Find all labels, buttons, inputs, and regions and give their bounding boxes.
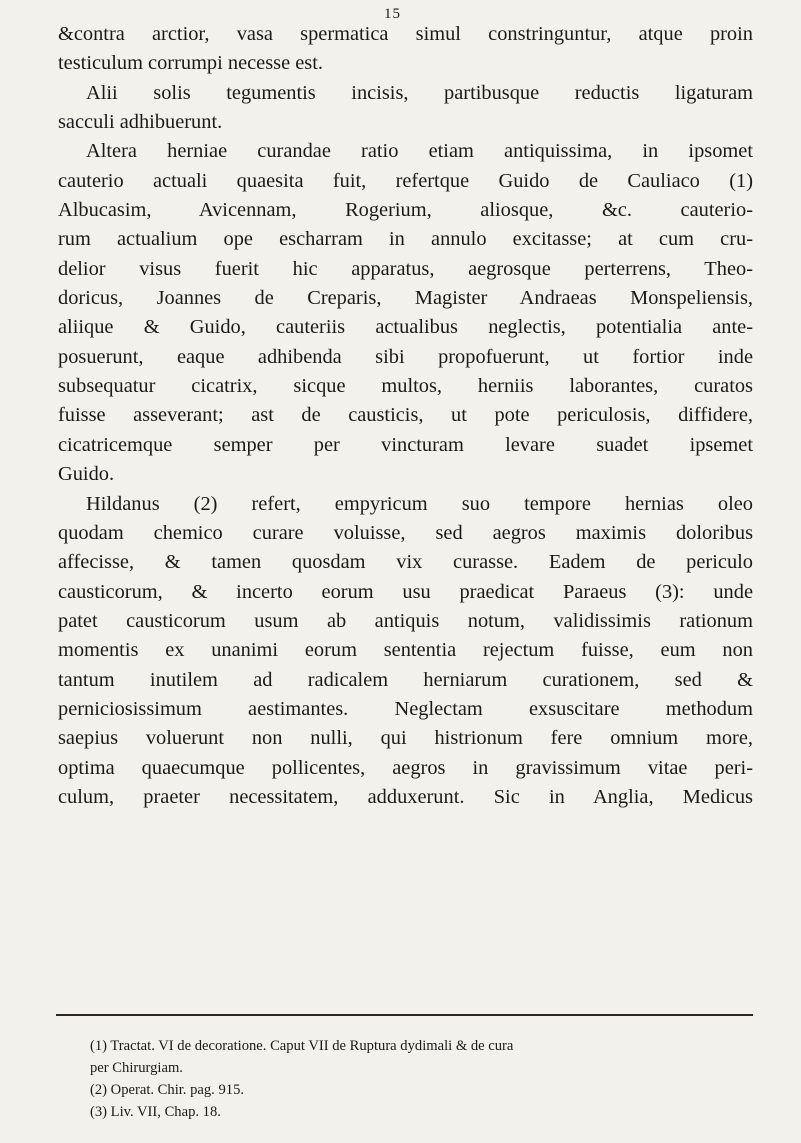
text-line: tantum inutilem ad radicalem herniarum curationem, sed & [58, 668, 753, 691]
footnote-divider [56, 1014, 753, 1016]
text-line: &contra arctior, vasa spermatica simul constringuntur, atque proin [58, 23, 753, 45]
text-line: Alii solis tegumentis incisis, partibusque reductis ligaturam [86, 81, 753, 104]
text-line: culum, praeter necessitatem, adduxerunt. Sic in Anglia, Medicus [58, 785, 753, 808]
footnote: (2) Operat. Chir. pag. 915. [90, 1082, 245, 1098]
text-line: delior visus fuerit hic apparatus, aegrosque perterrens, Theo- [58, 257, 753, 280]
text-line: affecisse, & tamen quosdam vix curasse. Eadem de periculo [58, 551, 753, 574]
footnote-continuation: per Chirurgiam. [90, 1060, 183, 1076]
text-line: cicatricemque semper per vincturam levare suadet ipsemet [58, 433, 753, 456]
text-line: aliique & Guido, cauteriis actualibus neglectis, potentialia ante- [58, 316, 753, 339]
footnote: (1) Tractat. VI de decoratione. Caput VII de Ruptura dydimali & de cura [90, 1038, 514, 1054]
text-line: saepius voluerunt non nulli, qui histrionum fere omnium more, [58, 727, 753, 750]
text-line: Altera herniae curandae ratio etiam antiquissima, in ipsomet [86, 140, 753, 163]
text-line: Guido. [58, 463, 115, 486]
text-line: Hildanus (2) refert, empyricum suo tempore hernias oleo [86, 492, 753, 515]
text-line: doricus, Joannes de Creparis, Magister Andraeas Monspeliensis, [58, 287, 753, 310]
text-line: Albucasim, Avicennam, Rogerium, aliosque, &c. cauterio- [58, 199, 753, 222]
footnotes [62, 1035, 752, 1123]
text-line: subsequatur cicatrix, sicque multos, herniis laborantes, curatos [58, 375, 753, 398]
body-text [58, 20, 753, 812]
text-line: fuisse asseverant; ast de causticis, ut pote periculosis, diffidere, [58, 404, 753, 427]
text-line: patet causticorum usum ab antiquis notum, validissimis rationum [58, 609, 753, 632]
text-line: rum actualium ope escharram in annulo excitasse; at cum cru- [58, 228, 753, 251]
text-line: quodam chemico curare voluisse, sed aegros maximis doloribus [58, 521, 753, 544]
text-line: momentis ex unanimi eorum sententia rejectum fuisse, eum non [58, 639, 753, 662]
text-line: optima quaecumque pollicentes, aegros in gravissimum vitae peri- [58, 756, 753, 779]
text-line: perniciosissimum aestimantes. Neglectam exsuscitare methodum [58, 697, 753, 720]
text-line: causticorum, & incerto eorum usu praedicat Paraeus (3): unde [58, 580, 753, 603]
text-line: sacculi adhibuerunt. [58, 111, 223, 134]
footnote: (3) Liv. VII, Chap. 18. [90, 1104, 221, 1120]
text-line: posuerunt, eaque adhibenda sibi propofuerunt, ut fortior inde [58, 345, 753, 368]
text-line: testiculum corrumpi necesse est. [58, 52, 323, 75]
page-number: 15 [384, 6, 401, 22]
text-line: cauterio actuali quaesita fuit, refertque Guido de Cauliaco (1) [58, 169, 753, 192]
